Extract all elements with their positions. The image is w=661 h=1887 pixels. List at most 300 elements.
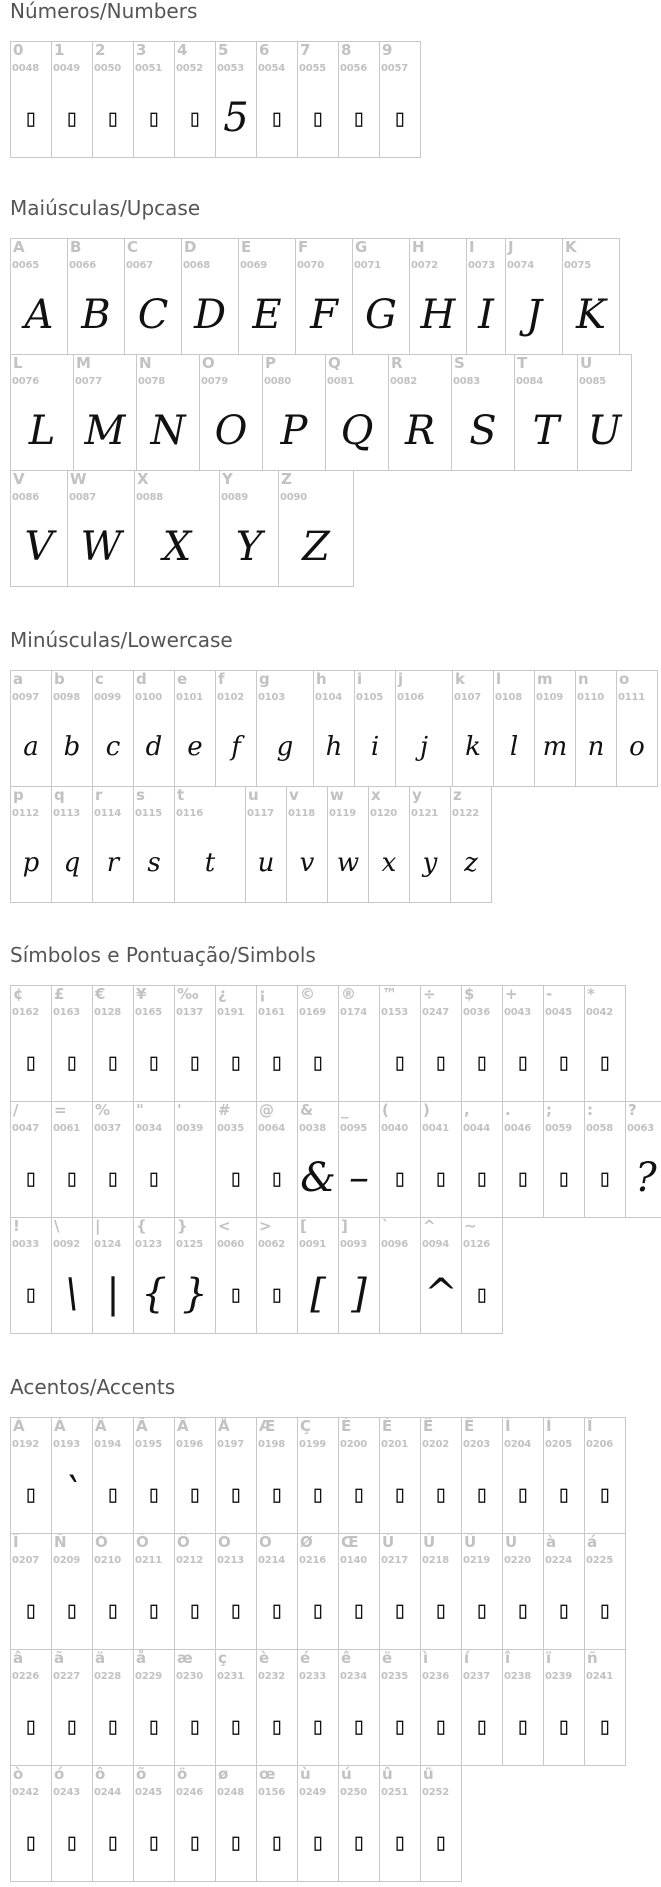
missing-glyph-box: ▯ — [105, 1828, 121, 1856]
char-code: 0153 — [381, 1007, 409, 1018]
glyph-cell — [51, 1417, 93, 1534]
char-code: 0103 — [258, 692, 286, 703]
character-label: [ — [300, 1217, 307, 1235]
char-code: 0204 — [504, 1439, 532, 1450]
character-label: I — [469, 238, 475, 256]
character-label: á — [587, 1533, 598, 1551]
char-code: 0213 — [217, 1555, 245, 1566]
char-code: 0075 — [564, 260, 592, 271]
char-code: 0118 — [288, 808, 316, 819]
char-code: 0235 — [381, 1671, 409, 1682]
missing-glyph-box: ▯ — [392, 1596, 408, 1624]
glyph-cell — [543, 985, 585, 1102]
character-label: | — [95, 1217, 101, 1235]
char-code: 0200 — [340, 1439, 368, 1450]
glyph-row — [10, 787, 658, 903]
char-code: 0209 — [53, 1555, 81, 1566]
character-label: p — [13, 786, 24, 804]
missing-glyph-box: ▯ — [105, 104, 121, 132]
missing-glyph-box: ▯ — [269, 1048, 285, 1076]
character-label: r — [95, 786, 103, 804]
glyph-cell — [420, 1101, 462, 1218]
character-label: Û — [464, 1533, 477, 1551]
character-label: ™ — [382, 985, 397, 1003]
glyph-cell — [92, 1649, 134, 1766]
glyph-preview: w — [336, 848, 360, 878]
glyph-cell — [133, 670, 175, 787]
char-code: 0211 — [135, 1555, 163, 1566]
missing-glyph-box: ▯ — [392, 1828, 408, 1856]
missing-glyph-box: ▯ — [105, 1480, 121, 1508]
char-code: 0072 — [411, 260, 439, 271]
glyph-cell — [199, 354, 263, 471]
glyph-cell — [262, 354, 326, 471]
character-label: ? — [628, 1101, 637, 1119]
character-label: ‰ — [177, 985, 199, 1003]
character-label: " — [136, 1101, 144, 1119]
character-label: s — [136, 786, 145, 804]
glyph-cell — [352, 238, 410, 355]
char-code: 0234 — [340, 1671, 368, 1682]
glyph-grid-lowercase — [10, 670, 658, 903]
char-code: 0245 — [135, 1787, 163, 1798]
glyph-cell — [327, 786, 369, 903]
glyph-preview: b — [63, 732, 81, 762]
character-label: b — [54, 670, 65, 688]
glyph-cell — [584, 985, 626, 1102]
missing-glyph-box: ▯ — [228, 1048, 244, 1076]
missing-glyph-box: ▯ — [23, 1596, 39, 1624]
glyph-cell — [10, 238, 68, 355]
glyph-cell — [461, 1417, 503, 1534]
char-code: 0107 — [454, 692, 482, 703]
glyph-preview: { — [141, 1271, 167, 1317]
character-label: Ó — [136, 1533, 149, 1551]
character-label: O — [202, 354, 215, 372]
missing-glyph-box: ▯ — [23, 1048, 39, 1076]
glyph-preview: n — [587, 732, 605, 762]
char-code: 0163 — [53, 1007, 81, 1018]
missing-glyph-box: ▯ — [228, 1596, 244, 1624]
char-code: 0194 — [94, 1439, 122, 1450]
glyph-cell — [584, 1533, 626, 1650]
missing-glyph-box: ▯ — [187, 1828, 203, 1856]
glyph-preview: d — [145, 732, 163, 762]
char-code: 0063 — [627, 1123, 655, 1134]
char-code: 0069 — [240, 260, 268, 271]
char-code: 0092 — [53, 1239, 81, 1250]
glyph-row — [10, 670, 658, 787]
missing-glyph-box: ▯ — [228, 1712, 244, 1740]
glyph-grid-accents — [10, 1417, 626, 1882]
character-label: ~ — [464, 1217, 477, 1235]
glyph-cell — [181, 238, 239, 355]
glyph-cell — [256, 1765, 298, 1882]
glyph-preview: u — [257, 848, 275, 878]
char-code: 0098 — [53, 692, 81, 703]
missing-glyph-box: ▯ — [474, 1712, 490, 1740]
char-code: 0120 — [370, 808, 398, 819]
character-label: , — [464, 1101, 470, 1119]
missing-glyph-box: ▯ — [146, 1480, 162, 1508]
glyph-cell — [92, 1533, 134, 1650]
char-code: 0049 — [53, 63, 81, 74]
char-code: 0039 — [176, 1123, 204, 1134]
missing-glyph-box: ▯ — [392, 1048, 408, 1076]
glyph-cell — [461, 1649, 503, 1766]
glyph-preview: T — [532, 408, 560, 454]
glyph-cell — [325, 354, 389, 471]
char-code: 0096 — [381, 1239, 409, 1250]
glyph-cell — [51, 41, 93, 158]
glyph-cell — [616, 670, 658, 787]
character-label: x — [371, 786, 381, 804]
glyph-preview: z — [464, 848, 478, 878]
glyph-cell — [174, 1765, 216, 1882]
character-label: F — [298, 238, 309, 256]
character-label: ^ — [423, 1217, 436, 1235]
glyph-cell — [256, 1217, 298, 1334]
character-label: T — [517, 354, 528, 372]
character-label: f — [218, 670, 225, 688]
char-code: 0035 — [217, 1123, 245, 1134]
glyph-cell — [256, 670, 314, 787]
character-label: ¥ — [136, 985, 147, 1003]
char-code: 0110 — [577, 692, 605, 703]
glyph-cell — [133, 1417, 175, 1534]
glyph-cell — [10, 786, 52, 903]
glyph-preview: ` — [62, 1471, 82, 1517]
glyph-preview: Z — [302, 524, 330, 570]
glyph-cell — [10, 1217, 52, 1334]
character-label: Á — [54, 1417, 66, 1435]
glyph-preview: V — [24, 524, 54, 570]
missing-glyph-box: ▯ — [269, 1164, 285, 1192]
character-label: ¡ — [259, 985, 266, 1003]
missing-glyph-box: ▯ — [23, 104, 39, 132]
char-code: 0196 — [176, 1439, 204, 1450]
char-code: 0085 — [579, 376, 607, 387]
char-code: 0165 — [135, 1007, 163, 1018]
glyph-preview: [ — [310, 1271, 326, 1317]
character-label: ) — [423, 1101, 430, 1119]
glyph-preview: & — [300, 1155, 336, 1201]
glyph-preview: } — [182, 1271, 208, 1317]
glyph-cell — [10, 1533, 52, 1650]
char-code: 0201 — [381, 1439, 409, 1450]
glyph-cell — [219, 470, 279, 587]
glyph-cell — [420, 1765, 462, 1882]
glyph-cell — [10, 670, 52, 787]
char-code: 0084 — [516, 376, 544, 387]
glyph-cell — [215, 1217, 257, 1334]
glyph-cell — [245, 786, 287, 903]
glyph-preview — [175, 1152, 215, 1204]
char-code: 0243 — [53, 1787, 81, 1798]
missing-glyph-box: ▯ — [146, 1048, 162, 1076]
char-code: 0079 — [201, 376, 229, 387]
glyph-preview: f — [231, 732, 241, 762]
glyph-cell — [338, 1417, 380, 1534]
character-label: Ö — [259, 1533, 272, 1551]
glyph-preview: ] — [351, 1271, 367, 1317]
glyph-preview — [380, 1268, 420, 1320]
char-code: 0065 — [12, 260, 40, 271]
section-title-lowercase: Minúsculas/Lowercase — [10, 628, 233, 652]
glyph-cell — [461, 985, 503, 1102]
glyph-preview: p — [22, 848, 40, 878]
glyph-cell — [338, 1101, 380, 1218]
character-label: * — [587, 985, 595, 1003]
character-label: ç — [218, 1649, 227, 1667]
character-label: S — [454, 354, 465, 372]
char-code: 0088 — [136, 492, 164, 503]
missing-glyph-box: ▯ — [187, 1712, 203, 1740]
char-code: 0108 — [495, 692, 523, 703]
glyph-cell — [577, 354, 632, 471]
character-label: € — [95, 985, 106, 1003]
missing-glyph-box: ▯ — [556, 1480, 572, 1508]
glyph-preview: Q — [340, 408, 374, 454]
character-label: Œ — [341, 1533, 359, 1551]
char-code: 0047 — [12, 1123, 40, 1134]
glyph-preview: M — [84, 408, 126, 454]
glyph-preview: B — [81, 292, 111, 338]
character-label: a — [13, 670, 24, 688]
glyph-cell — [420, 1417, 462, 1534]
glyph-cell — [379, 1101, 421, 1218]
missing-glyph-box: ▯ — [392, 1712, 408, 1740]
missing-glyph-box: ▯ — [146, 1712, 162, 1740]
character-label: + — [505, 985, 518, 1003]
character-label: . — [505, 1101, 511, 1119]
glyph-preview: r — [106, 848, 120, 878]
char-code: 0225 — [586, 1555, 614, 1566]
glyph-preview: a — [23, 732, 39, 762]
glyph-grid-symbols — [10, 985, 661, 1334]
missing-glyph-box: ▯ — [228, 1480, 244, 1508]
char-code: 0045 — [545, 1007, 573, 1018]
character-label: $ — [464, 985, 475, 1003]
glyph-cell — [215, 670, 257, 787]
char-code: 0214 — [258, 1555, 286, 1566]
character-label: 2 — [95, 41, 106, 59]
char-code: 0156 — [258, 1787, 286, 1798]
glyph-cell — [452, 670, 494, 787]
character-label: 3 — [136, 41, 147, 59]
glyph-grid-numbers — [10, 41, 421, 158]
glyph-cell — [10, 985, 52, 1102]
glyph-cell — [278, 470, 354, 587]
character-label: ê — [341, 1649, 352, 1667]
glyph-cell — [395, 670, 453, 787]
character-label: õ — [136, 1765, 147, 1783]
char-code: 0038 — [299, 1123, 327, 1134]
character-label: Å — [218, 1417, 230, 1435]
char-code: 0195 — [135, 1439, 163, 1450]
glyph-cell — [92, 1417, 134, 1534]
char-code: 0052 — [176, 63, 204, 74]
glyph-cell — [92, 1765, 134, 1882]
glyph-preview: C — [137, 292, 169, 338]
char-code: 0083 — [453, 376, 481, 387]
char-code: 0051 — [135, 63, 163, 74]
missing-glyph-box: ▯ — [23, 1712, 39, 1740]
char-code: 0169 — [299, 1007, 327, 1018]
char-code: 0207 — [12, 1555, 40, 1566]
glyph-cell — [461, 1217, 503, 1334]
missing-glyph-box: ▯ — [474, 1280, 490, 1308]
character-label: Î — [587, 1417, 593, 1435]
glyph-cell — [338, 985, 380, 1102]
character-label: Q — [328, 354, 341, 372]
glyph-cell — [133, 41, 175, 158]
char-code: 0034 — [135, 1123, 163, 1134]
char-code: 0037 — [94, 1123, 122, 1134]
glyph-cell — [409, 238, 467, 355]
character-label: Ü — [505, 1533, 518, 1551]
missing-glyph-box: ▯ — [392, 104, 408, 132]
glyph-preview: O — [214, 408, 248, 454]
character-label: ò — [13, 1765, 24, 1783]
character-label: Ã — [136, 1417, 148, 1435]
character-label: h — [316, 670, 327, 688]
glyph-cell — [174, 1533, 216, 1650]
missing-glyph-box: ▯ — [310, 1480, 326, 1508]
char-code: 0174 — [340, 1007, 368, 1018]
missing-glyph-box: ▯ — [23, 1164, 39, 1192]
glyph-cell — [136, 354, 200, 471]
glyph-preview: F — [310, 292, 338, 338]
glyph-cell — [502, 1417, 544, 1534]
missing-glyph-box: ▯ — [105, 1712, 121, 1740]
glyph-cell — [313, 670, 355, 787]
char-code: 0057 — [381, 63, 409, 74]
char-code: 0041 — [422, 1123, 450, 1134]
glyph-cell — [368, 786, 410, 903]
char-code: 0119 — [329, 808, 357, 819]
glyph-cell — [379, 1417, 421, 1534]
glyph-cell — [133, 1101, 175, 1218]
char-code: 0076 — [12, 376, 40, 387]
glyph-cell — [51, 1533, 93, 1650]
glyph-cell — [543, 1101, 585, 1218]
character-label: { — [136, 1217, 147, 1235]
char-code: 0093 — [340, 1239, 368, 1250]
glyph-cell — [502, 985, 544, 1102]
character-label: ó — [54, 1765, 65, 1783]
missing-glyph-box: ▯ — [597, 1164, 613, 1192]
glyph-cell — [174, 1217, 216, 1334]
character-label: R — [391, 354, 403, 372]
glyph-preview: I — [478, 292, 494, 338]
char-code: 0226 — [12, 1671, 40, 1682]
character-label: @ — [259, 1101, 274, 1119]
char-code: 0073 — [468, 260, 496, 271]
missing-glyph-box: ▯ — [474, 1480, 490, 1508]
char-code: 0220 — [504, 1555, 532, 1566]
character-label: = — [54, 1101, 67, 1119]
glyph-preview: P — [280, 408, 308, 454]
glyph-cell — [92, 1101, 134, 1218]
glyph-cell — [502, 1533, 544, 1650]
glyph-cell — [215, 1533, 257, 1650]
char-code: 0216 — [299, 1555, 327, 1566]
char-code: 0058 — [586, 1123, 614, 1134]
glyph-cell — [215, 1649, 257, 1766]
glyph-cell — [51, 1217, 93, 1334]
character-label: ø — [218, 1765, 229, 1783]
missing-glyph-box: ▯ — [64, 1164, 80, 1192]
glyph-row — [10, 1766, 626, 1882]
glyph-cell — [67, 470, 135, 587]
char-code: 0205 — [545, 1439, 573, 1450]
char-code: 0192 — [12, 1439, 40, 1450]
character-label: Ò — [95, 1533, 108, 1551]
glyph-preview: g — [276, 732, 294, 762]
character-label: w — [330, 786, 344, 804]
char-code: 0033 — [12, 1239, 40, 1250]
missing-glyph-box: ▯ — [23, 1280, 39, 1308]
missing-glyph-box: ▯ — [64, 1828, 80, 1856]
glyph-row — [10, 471, 632, 587]
glyph-cell — [51, 985, 93, 1102]
section-title-upcase: Maiúsculas/Upcase — [10, 196, 201, 220]
missing-glyph-box: ▯ — [146, 1828, 162, 1856]
glyph-preview: X — [162, 524, 192, 570]
glyph-preview: K — [576, 292, 606, 338]
character-label: ù — [300, 1765, 311, 1783]
char-code: 0252 — [422, 1787, 450, 1798]
char-code: 0248 — [217, 1787, 245, 1798]
char-code: 0055 — [299, 63, 327, 74]
missing-glyph-box: ▯ — [146, 1164, 162, 1192]
character-label: D — [184, 238, 197, 256]
character-label: © — [300, 985, 315, 1003]
character-label: ¢ — [13, 985, 24, 1003]
char-code: 0089 — [221, 492, 249, 503]
char-code: 0122 — [452, 808, 480, 819]
character-label: É — [382, 1417, 393, 1435]
glyph-cell — [286, 786, 328, 903]
missing-glyph-box: ▯ — [433, 1828, 449, 1856]
missing-glyph-box: ▯ — [310, 1712, 326, 1740]
glyph-row — [10, 1102, 661, 1218]
glyph-cell — [420, 1649, 462, 1766]
glyph-preview: J — [525, 292, 543, 338]
glyph-cell — [51, 1765, 93, 1882]
character-label: c — [95, 670, 104, 688]
missing-glyph-box: ▯ — [392, 1480, 408, 1508]
glyph-cell — [10, 1765, 52, 1882]
character-label: ü — [423, 1765, 434, 1783]
glyph-cell — [297, 1649, 339, 1766]
character-label: æ — [177, 1649, 193, 1667]
character-label: E — [241, 238, 252, 256]
char-code: 0203 — [463, 1439, 491, 1450]
character-label: Ñ — [54, 1533, 67, 1551]
character-label: j — [398, 670, 404, 688]
char-code: 0080 — [264, 376, 292, 387]
missing-glyph-box: ▯ — [187, 1048, 203, 1076]
glyph-row — [10, 238, 632, 355]
glyph-cell — [215, 1101, 257, 1218]
character-label: _ — [341, 1101, 349, 1119]
character-label: - — [546, 985, 553, 1003]
char-code: 0104 — [315, 692, 343, 703]
character-label: q — [54, 786, 65, 804]
glyph-cell — [502, 1101, 544, 1218]
